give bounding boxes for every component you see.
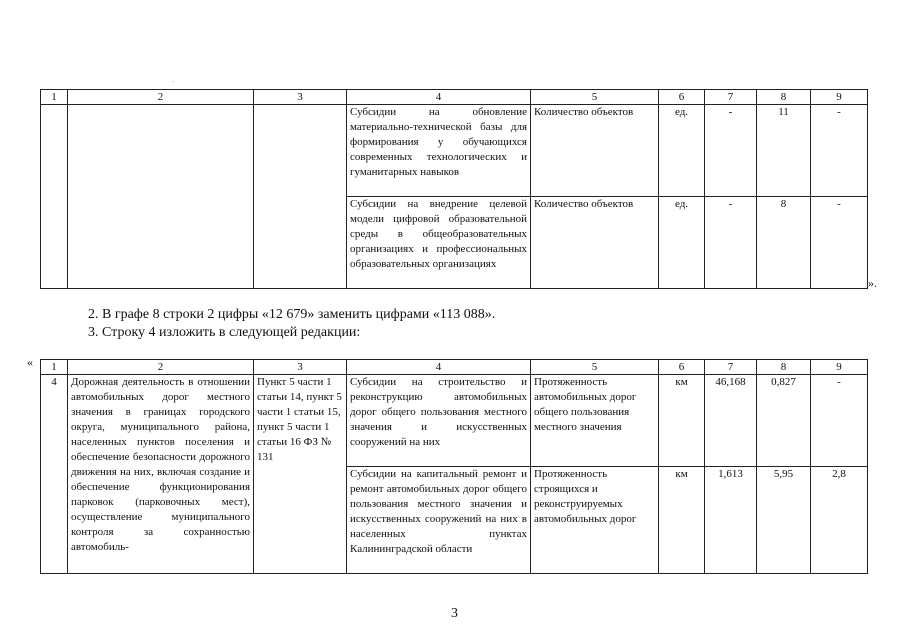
table-row [41, 105, 868, 197]
value-cell: 1,613 [705, 467, 757, 574]
row-number-cell: 4 [41, 375, 68, 574]
value-cell: - [811, 197, 868, 289]
legal-basis-cell: Пункт 5 части 1 статьи 14, пункт 5 части 1 статьи 15, пункт 5 части 1 статьи 16 ФЗ № 131 [254, 375, 347, 574]
scan-mark: . [172, 75, 174, 84]
indicator-cell: Количество объектов [531, 105, 659, 197]
indicator-cell: Протяженность автомобильных дорог общего пользования местного значения [531, 375, 659, 467]
amendment-paragraph-2: 2. В графе 8 строки 2 цифры «12 679» заменить цифрами «113 088». [88, 307, 496, 322]
value-cell: 46,168 [705, 375, 757, 467]
header-cell: 3 [254, 360, 347, 375]
header-cell: 3 [254, 90, 347, 105]
empty-cell [68, 105, 254, 289]
subsidy-cell: Субсидии на капитальный ремонт и ремонт автомобильных дорог общего пользования местного значения и искусственных сооружений на них в населенных пунктах Калининградской области [347, 467, 531, 574]
header-cell: 7 [705, 90, 757, 105]
table-row [41, 375, 868, 467]
header-cell: 5 [531, 360, 659, 375]
value-cell: - [811, 105, 868, 197]
header-cell: 4 [347, 360, 531, 375]
value-cell: 5,95 [757, 467, 811, 574]
indicator-cell: Количество объектов [531, 197, 659, 289]
header-cell: 6 [659, 90, 705, 105]
value-cell: 8 [757, 197, 811, 289]
unit-cell: км [659, 375, 705, 467]
table-continuation [40, 89, 868, 289]
value-cell: 11 [757, 105, 811, 197]
unit-cell: ед. [659, 105, 705, 197]
value-cell: 2,8 [811, 467, 868, 574]
header-cell: 7 [705, 360, 757, 375]
header-cell: 8 [757, 90, 811, 105]
amendment-paragraph-3: 3. Строку 4 изложить в следующей редакции: [88, 325, 361, 340]
header-cell: 1 [41, 360, 68, 375]
empty-cell [254, 105, 347, 289]
subsidy-cell: Субсидии на строительство и реконструкцию автомобильных дорог общего пользования местного значения и искусственных сооружений на них [347, 375, 531, 467]
opening-quote: « [27, 355, 33, 369]
header-cell: 5 [531, 90, 659, 105]
header-row [41, 360, 868, 375]
value-cell: 0,827 [757, 375, 811, 467]
header-cell: 1 [41, 90, 68, 105]
unit-cell: км [659, 467, 705, 574]
indicator-cell: Протяженность строящихся и реконструируемых автомобильных дорог [531, 467, 659, 574]
header-cell: 4 [347, 90, 531, 105]
header-cell: 2 [68, 90, 254, 105]
header-cell: 9 [811, 360, 868, 375]
page-number: 3 [451, 606, 458, 621]
header-row [41, 90, 868, 105]
empty-cell [41, 105, 68, 289]
value-cell: - [811, 375, 868, 467]
value-cell: - [705, 197, 757, 289]
table-row-4 [40, 359, 868, 574]
header-cell: 2 [68, 360, 254, 375]
header-cell: 8 [757, 360, 811, 375]
activity-cell: Дорожная деятельность в отношении автомобильных дорог местного значения в границах городского округа, муниципального района, населенных пунктов поселения и обеспечение безопасности дорожного движения на них, включая создание и обеспечение функционирования парковок (парковочных мест), осуществление муниципального контроля за сохранностью автомобиль- [68, 375, 254, 574]
unit-cell: ед. [659, 197, 705, 289]
value-cell: - [705, 105, 757, 197]
header-cell: 6 [659, 360, 705, 375]
closing-quote: ». [868, 276, 877, 290]
subsidy-cell: Субсидии на внедрение целевой модели цифровой образовательной среды в общеобразовательных организациях и профессиональных образовательных организациях [347, 197, 531, 289]
header-cell: 9 [811, 90, 868, 105]
subsidy-cell: Субсидии на обновление материально-технической базы для формирования у обучающихся современных технологических и гуманитарных навыков [347, 105, 531, 197]
